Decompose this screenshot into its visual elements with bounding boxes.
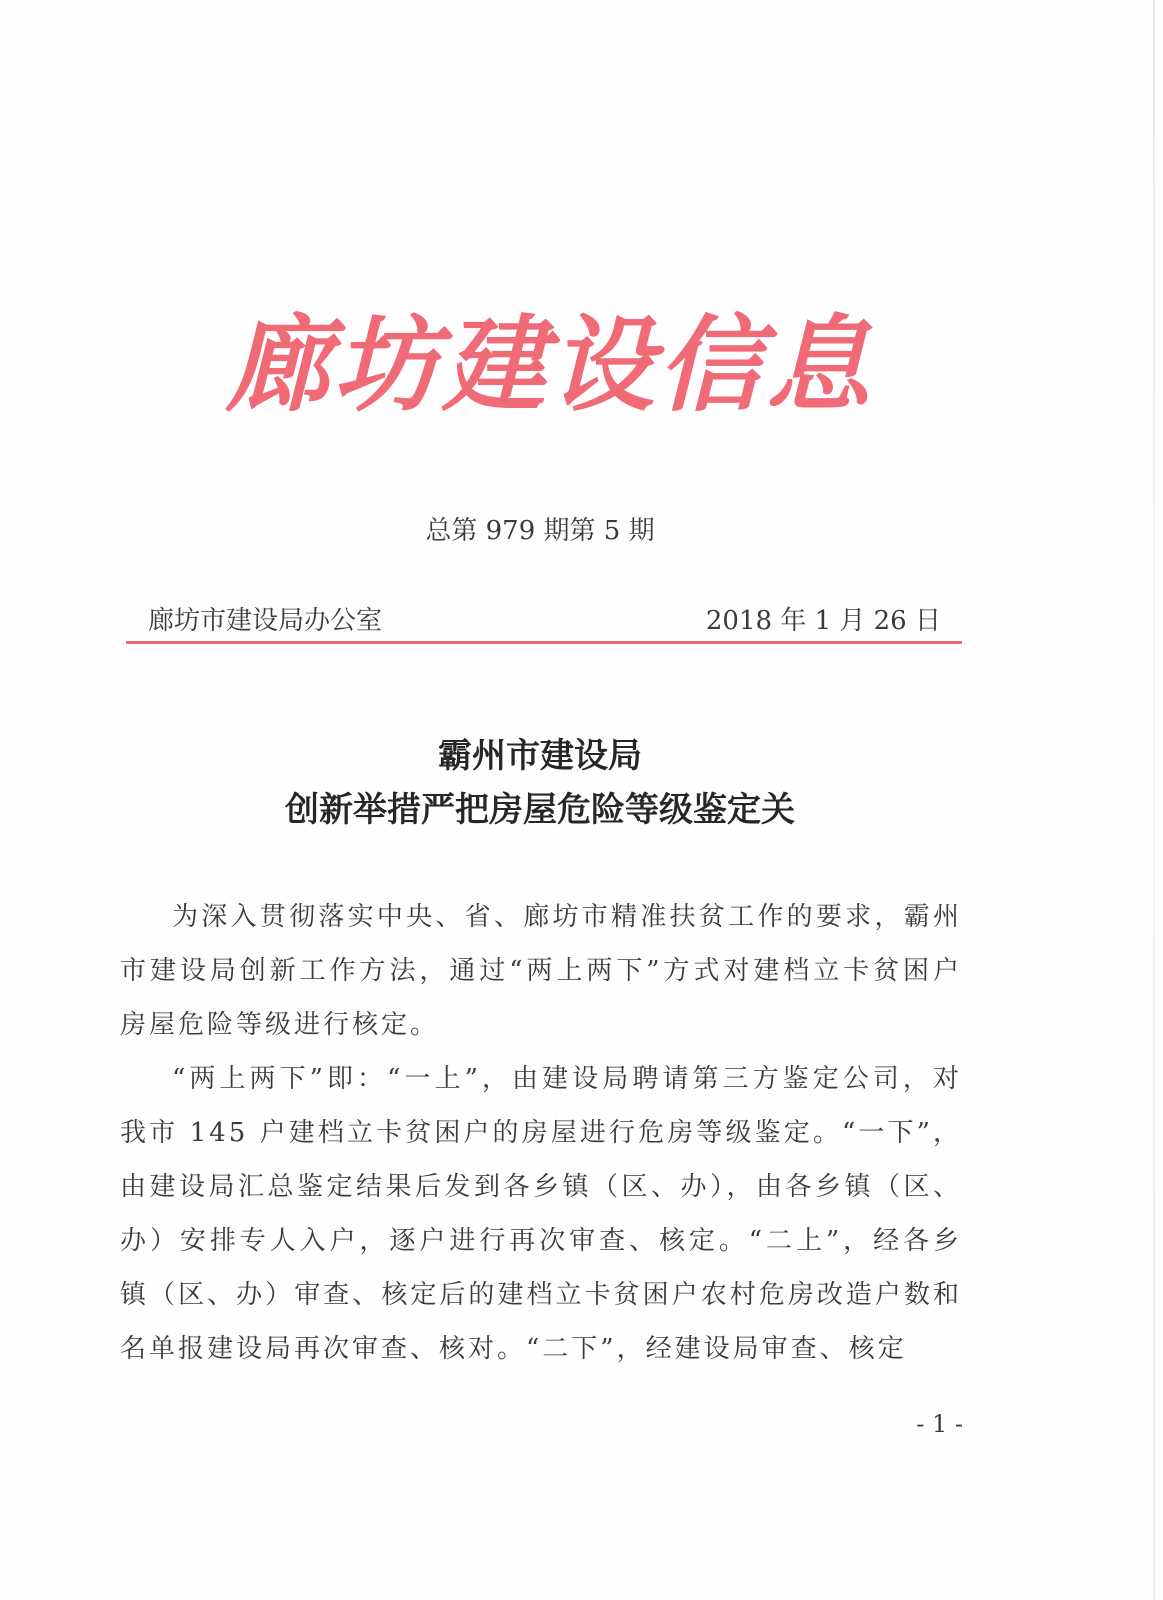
article-title-line-2: 创新举措严把房屋危险等级鉴定关 (285, 790, 795, 830)
red-divider-line (126, 641, 962, 644)
masthead-title: 廊坊建设信息 (225, 304, 874, 426)
issue-date: 2018 年 1 月 26 日 (705, 606, 941, 636)
issuing-office: 廊坊市建设局办公室 (148, 606, 383, 636)
article-body (120, 890, 962, 1376)
paragraph: “两上两下”即：“一上”，由建设局聘请第三方鉴定公司，对我市 145 户建档立卡贫困户的房屋进行危房等级鉴定。“一下”，由建设局汇总鉴定结果后发到各乡镇（区、办），由各乡镇（区、办）安排专人入户，逐户进行再次审查、核定。“二上”，经各乡镇（区、办）审查、核定后的建档立卡贫困户农村危房改造户数和名单报建设局再次审查、核对。“二下”，经建设局审查、核定 (120, 1064, 962, 1364)
page-number: - 1 - (916, 1410, 963, 1438)
scan-edge (1153, 0, 1155, 1600)
article-title-line-1: 霸州市建设局 (438, 736, 642, 776)
paragraph: 为深入贯彻落实中央、省、廊坊市精准扶贫工作的要求，霸州市建设局创新工作方法，通过“两上两下”方式对建档立卡贫困户房屋危险等级进行核定。 (120, 902, 962, 1040)
issue-number: 总第 979 期第 5 期 (425, 516, 655, 546)
